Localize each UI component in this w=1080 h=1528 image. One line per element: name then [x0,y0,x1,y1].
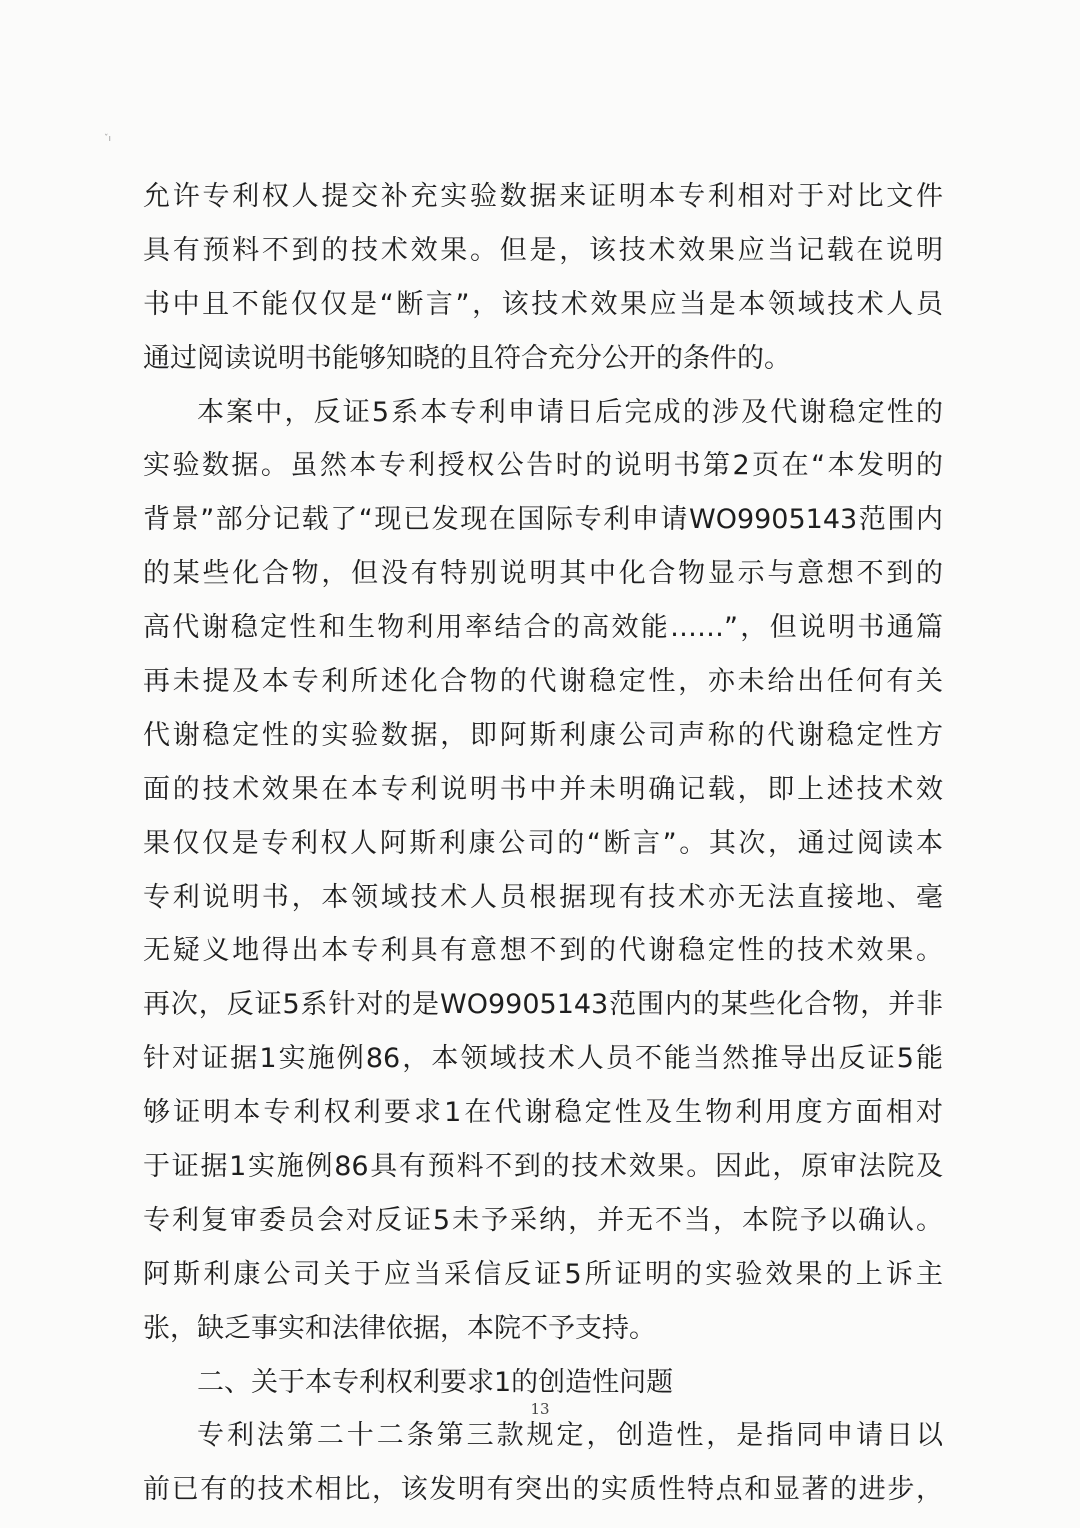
text-line: 实验数据。虽然本专利授权公告时的说明书第2页在“本发明的 [143,450,943,482]
text-line: 无疑义地得出本专利具有意想不到的代谢稳定性的技术效果。 [143,935,943,967]
text-line: 够证明本专利权利要求1在代谢稳定性及生物利用度方面相对 [143,1097,943,1129]
text-line: 专利法第二十二条第三款规定，创造性，是指同申请日以 [197,1420,943,1452]
text-line: 张，缺乏事实和法律依据，本院不予支持。 [143,1312,656,1344]
text-line: 允许专利权人提交补充实验数据来证明本专利相对于对比文件 [143,181,943,212]
text-line: 前已有的技术相比，该发明有突出的实质性特点和显著的进步， [143,1474,943,1506]
text-line: 书中且不能仅仅是“断言”，该技术效果应当是本领域技术人员 [143,288,943,320]
text-line: 专利复审委员会对反证5未予采纳，并无不当，本院予以确认。 [143,1204,943,1236]
text-line: 再未提及本专利所述化合物的代谢稳定性，亦未给出任何有关 [143,666,943,698]
text-line: 阿斯利康公司关于应当采信反证5所证明的实验效果的上诉主 [143,1258,943,1290]
document-body [143,170,943,1517]
text-line: 背景”部分记载了“现已发现在国际专利申请WO9905143范围内 [143,504,943,536]
text-line: 果仅仅是专利权人阿斯利康公司的“断言”。其次，通过阅读本 [143,827,943,859]
page-number: 13 [530,1400,550,1418]
text-line: 针对证据1实施例86，本领域技术人员不能当然推导出反证5能 [143,1043,943,1075]
text-line: 于证据1实施例86具有预料不到的技术效果。因此，原审法院及 [143,1151,943,1183]
scan-artifact-mark: ˇı [104,134,112,144]
text-line: 面的技术效果在本专利说明书中并未明确记载，即上述技术效 [143,773,943,805]
text-line: 通过阅读说明书能够知晓的且符合充分公开的条件的。 [143,342,791,374]
text-line: 代谢稳定性的实验数据，即阿斯利康公司声称的代谢稳定性方 [143,719,943,751]
text-line: 具有预料不到的技术效果。但是，该技术效果应当记载在说明 [143,234,943,266]
text-line: 的某些化合物，但没有特别说明其中化合物显示与意想不到的 [143,558,943,590]
text-line: 再次，反证5系针对的是WO9905143范围内的某些化合物，并非 [143,989,943,1021]
text-line: 本案中，反证5系本专利申请日后完成的涉及代谢稳定性的 [197,396,943,428]
text-line: 高代谢稳定性和生物利用率结合的高效能……”，但说明书通篇 [143,612,943,644]
text-line: 专利说明书，本领域技术人员根据现有技术亦无法直接地、毫 [143,881,943,913]
section-heading: 二、关于本专利权利要求1的创造性问题 [197,1366,674,1398]
